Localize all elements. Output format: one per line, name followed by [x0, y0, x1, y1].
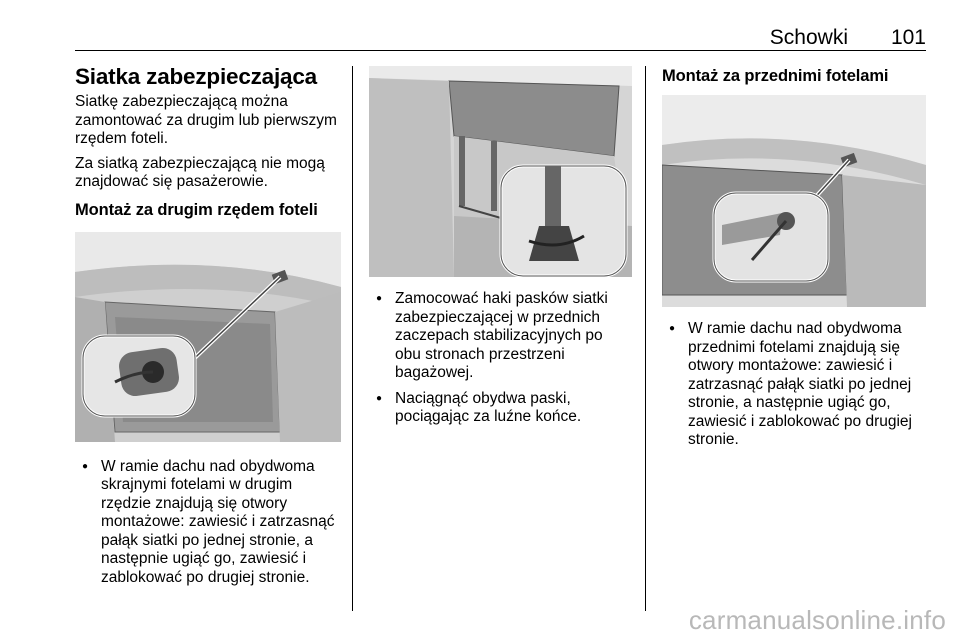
list-item: ● W ramie dachu nad obydwoma skrajnymi fotelami w drugim rzędzie znajdują się otwory montażowe: zawiesić i zatrzasnąć pałąk siatki po jednej stronie, a następnie ugiąć go, zawiesić i zablokować po drugiej stronie. — [75, 458, 343, 588]
column-middle — [369, 56, 632, 434]
column-divider — [352, 66, 353, 611]
column-divider — [645, 66, 646, 611]
instruction-list — [369, 290, 632, 427]
illustration-drawing — [369, 66, 632, 277]
column-right — [662, 56, 926, 457]
illustration-drawing — [75, 232, 341, 442]
page-number: 101 — [890, 26, 926, 49]
section-heading: Siatka zabezpieczająca — [75, 64, 317, 89]
list-item: ● Naciągnąć obydwa paski, pociągając za luźne końce. — [369, 390, 632, 427]
illustration-second-row-mount — [75, 232, 341, 442]
illustration-drawing — [662, 95, 926, 307]
illustration-front-row-mount — [662, 95, 926, 307]
illustration-strap-hook — [369, 66, 632, 277]
subsection-heading: Montaż za przednimi fotelami — [662, 67, 889, 85]
list-item: ● W ramie dachu nad obydwoma przednimi fotelami znajdują się otwory montażowe: zawiesić i zatrzasnąć pałąk siatki po jednej stronie, a następnie ugiąć go, zawiesić i zablokować po drugiej stronie. — [662, 320, 926, 450]
section-title: Schowki — [769, 26, 848, 49]
subsection-heading: Montaż za drugim rzędem foteli — [75, 200, 318, 219]
list-item: ● Zamocować haki pasków siatki zabezpieczającej w przednich zaczepach stabilizacyjnych po obu stronach przestrzeni bagażowej. — [369, 290, 632, 383]
watermark: carmanualsonline.info — [688, 605, 946, 635]
paragraph: Siatkę zabezpieczającą można zamontować za drugim lub pierwszym rzędem foteli. — [75, 93, 337, 147]
page-header — [75, 0, 926, 51]
column-left — [75, 56, 343, 594]
instruction-list — [75, 458, 343, 588]
instruction-list — [662, 320, 926, 450]
paragraph: Za siatką zabezpieczającą nie mogą znajdować się pasażerowie. — [75, 154, 325, 190]
